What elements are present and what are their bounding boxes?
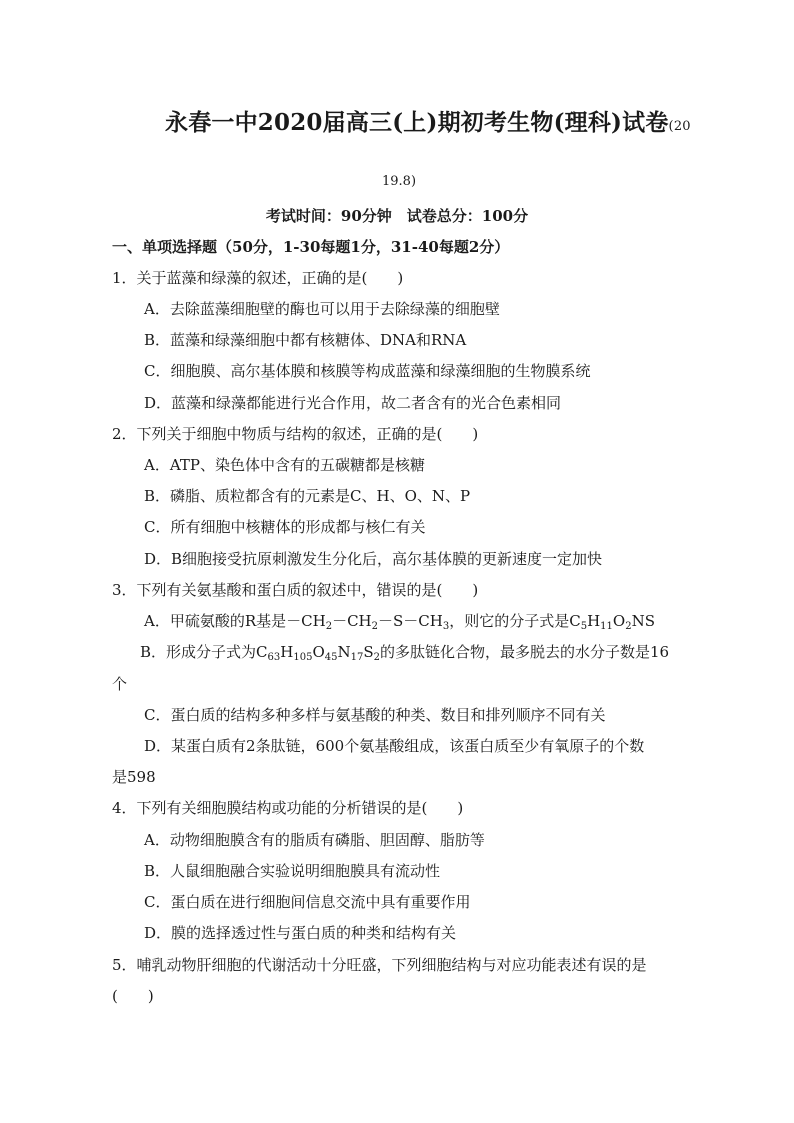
question-2-option-a: A．ATP、染色体中含有的五碳糖都是核糖	[144, 456, 425, 474]
section-heading: 一、单项选择题（50分，1-30每题1分，31-40每题2分）	[112, 238, 510, 256]
exam-title-date-end: 19.8)	[382, 174, 417, 189]
question-2-option-c: C．所有细胞中核糖体的形成都与核仁有关	[144, 518, 426, 536]
exam-title	[165, 104, 691, 137]
question-1-option-a: A．去除蓝藻细胞壁的酶也可以用于去除绿藻的细胞壁	[144, 300, 500, 318]
exam-info: 考试时间：90分钟 试卷总分：100分	[265, 207, 529, 225]
question-2-option-d: D．B细胞接受抗原刺激发生分化后，高尔基体膜的更新速度一定加快	[144, 550, 603, 568]
question-3-option-c: C．蛋白质的结构多种多样与氨基酸的种类、数目和排列顺序不同有关	[144, 706, 606, 724]
question-5-stem-cont: ( )	[112, 987, 154, 1005]
question-4-option-b: B．人鼠细胞融合实验说明细胞膜具有流动性	[144, 862, 441, 880]
question-3-option-d-cont: 是598	[112, 768, 156, 786]
question-4-option-d: D．膜的选择透过性与蛋白质的种类和结构有关	[144, 924, 457, 942]
exam-title-main: 永春一中2020届高三(上)期初考生物(理科)试卷	[165, 109, 669, 136]
question-1-option-b: B．蓝藻和绿藻细胞中都有核糖体、DNA和RNA	[144, 331, 467, 349]
question-3-option-d: D．某蛋白质有2条肽链，600个氨基酸组成，该蛋白质至少有氧原子的个数	[144, 737, 645, 755]
question-4-stem: 4．下列有关细胞膜结构或功能的分析错误的是( )	[112, 799, 464, 817]
question-1-option-d: D．蓝藻和绿藻都能进行光合作用，故二者含有的光合色素相同	[144, 394, 562, 412]
question-4-option-a: A．动物细胞膜含有的脂质有磷脂、胆固醇、脂肪等	[144, 831, 485, 849]
question-3-stem: 3．下列有关氨基酸和蛋白质的叙述中，错误的是( )	[112, 581, 479, 599]
exam-title-date-start: (20	[668, 119, 691, 134]
question-1-option-c: C．细胞膜、高尔基体膜和核膜等构成蓝藻和绿藻细胞的生物膜系统	[144, 362, 591, 380]
question-5-stem: 5．哺乳动物肝细胞的代谢活动十分旺盛，下列细胞结构与对应功能表述有误的是	[112, 956, 647, 974]
question-2-option-b: B．磷脂、质粒都含有的元素是C、H、O、N、P	[144, 487, 471, 505]
question-3-option-b: B．形成分子式为$C_{63}H_{105}O_{45}N_{17}S_2$的多肽链化合物，最多脱去的水分子数是16	[140, 643, 670, 663]
question-3-option-a: A．甲硫氨酸的R基是$-CH_2-CH_2-S-CH_3$，则它的分子式是$C_5H_{11}O_2NS$	[144, 612, 655, 632]
question-1-stem: 1．关于蓝藻和绿藻的叙述，正确的是( )	[112, 269, 404, 287]
question-4-option-c: C．蛋白质在进行细胞间信息交流中具有重要作用	[144, 893, 471, 911]
question-3-option-b-cont: 个	[112, 675, 128, 693]
question-2-stem: 2．下列关于细胞中物质与结构的叙述，正确的是( )	[112, 425, 479, 443]
